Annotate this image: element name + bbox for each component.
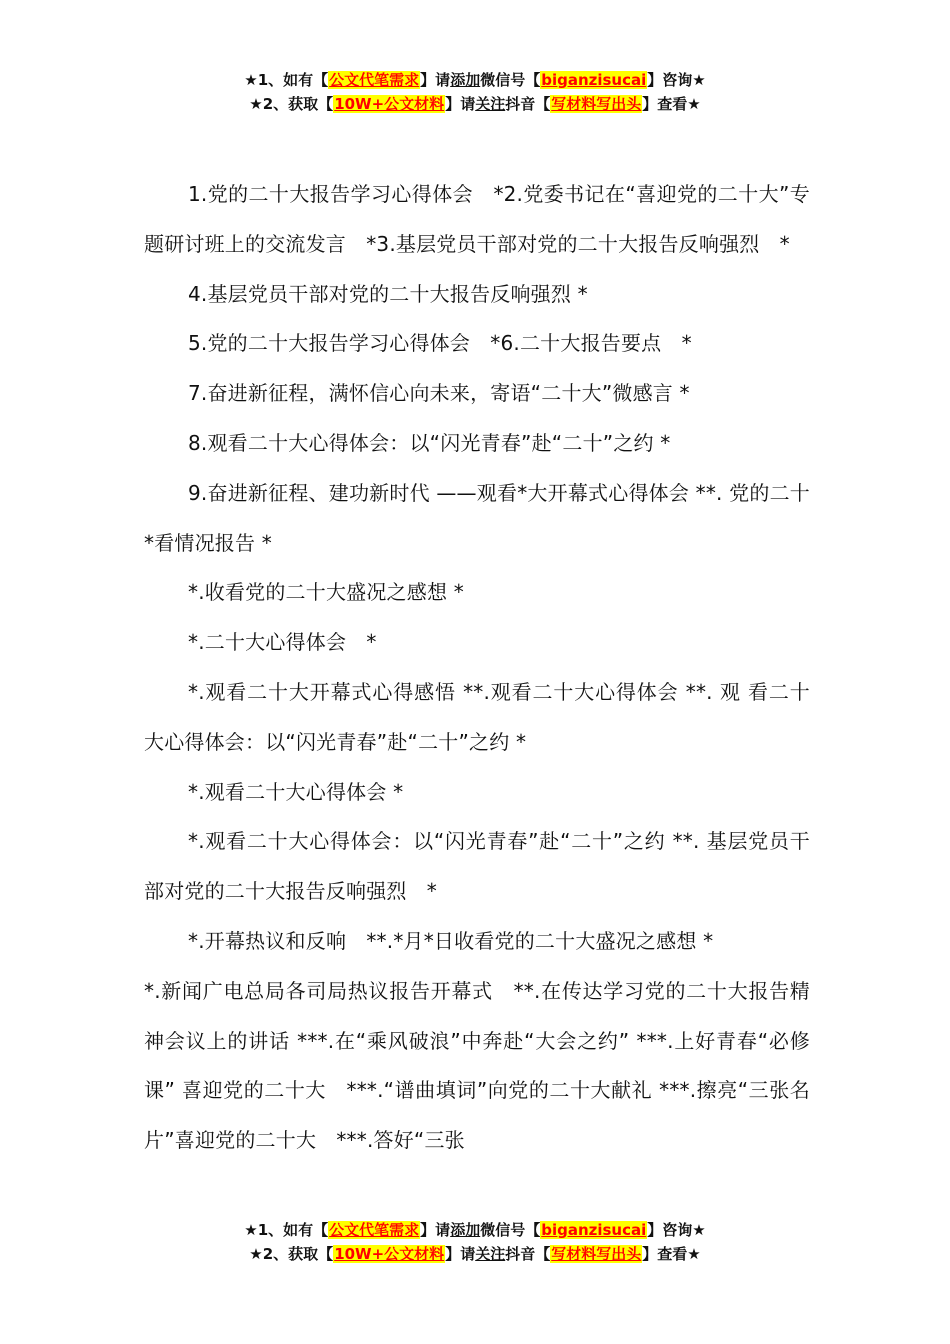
header-banner [0,68,950,116]
wechat-id-highlight: biganzisucai [541,1221,647,1239]
materials-highlight: 10W+公文材料 [334,1245,445,1263]
douyin-id-highlight: 写材料写出头 [551,1245,642,1263]
list-item: 4.基层党员干部对党的二十大报告反响强烈 * [188,281,588,306]
list-item: 7.奋进新征程，满怀信心向未来，寄语“二十大”微感言 * [188,381,690,406]
list-item: *.观看二十大心得体会：以“闪光青春”赴“二十”之约 **. 基层党员干部对党的二十大报告反响强烈 * [144,829,810,904]
list-item: 1.党的二十大报告学习心得体会 *2.党委书记在“喜迎党的二十大”专题研讨班上的交流发言 *3.基层党员干部对党的二十大报告反响强烈 * [144,182,810,256]
document-body [144,170,810,1166]
banner-line-1: ★1、如有【公文代笔需求】请添加微信号【biganzisucai】咨询★ [244,1221,706,1239]
list-item: *.观看二十大开幕式心得感悟 **.观看二十大心得体会 **. 观 看二十大心得体会：以“闪光青春”赴“二十”之约 * [144,679,810,754]
banner-line-1: ★1、如有【公文代笔需求】请添加微信号【biganzisucai】咨询★ [244,71,706,89]
banner-line-2: ★2、获取【10W+公文材料】请关注抖音【写材料写出头】查看★ [249,1245,701,1263]
list-item: *.观看二十大心得体会 * [188,779,404,804]
list-item: 8.观看二十大心得体会：以“闪光青春”赴“二十”之约 * [188,430,671,455]
list-item: 9.奋进新征程、建功新时代 ——观看*大开幕式心得体会 **. 党的二十*看情况报告 * [144,480,810,555]
list-item: *.二十大心得体会 * [188,630,377,655]
materials-highlight: 10W+公文材料 [334,95,445,113]
list-item: *.新闻广电总局各司局热议报告开幕式 **.在传达学习党的二十大报告精神会议上的讲话 ***.在“乘风破浪”中奔赴“大会之约” ***.上好青春“必修课” 喜迎党的二十大 ***.“谱曲填词”向党的二十大献礼 ***.擦亮“三张名片”喜迎党的二十大 ***.答好“三张 [144,978,810,1153]
banner-line-2: ★2、获取【10W+公文材料】请关注抖音【写材料写出头】查看★ [249,95,701,113]
douyin-id-highlight: 写材料写出头 [551,95,642,113]
footer-banner [0,1218,950,1266]
service-highlight: 公文代笔需求 [329,71,420,89]
list-item: *.收看党的二十大盛况之感想 * [188,580,464,605]
wechat-id-highlight: biganzisucai [541,71,647,89]
service-highlight: 公文代笔需求 [329,1221,420,1239]
list-item: 5.党的二十大报告学习心得体会 *6.二十大报告要点 * [188,331,692,356]
list-item: *.开幕热议和反响 **.*月*日收看党的二十大盛况之感想 * [188,928,714,953]
